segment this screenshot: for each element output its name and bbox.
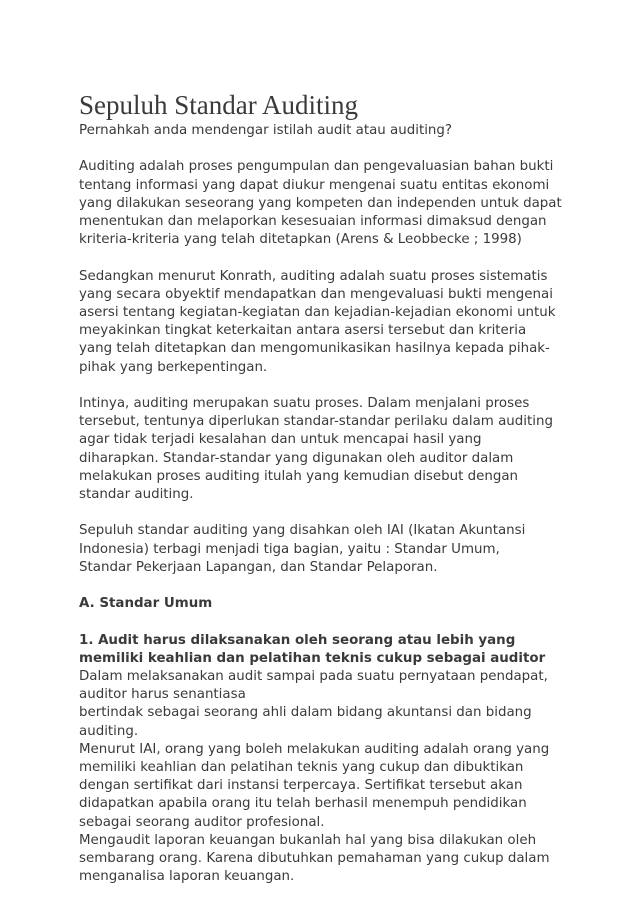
- text-line: yang dilakukan seseorang yang kompeten dan independen untuk dapat: [79, 195, 562, 211]
- text-line: dengan sertifikat dari instansi terpercaya. Sertifikat tersebut akan: [79, 778, 523, 794]
- text-line: agar tidak terjadi kesalahan dan untuk mencapai hasil yang: [79, 432, 482, 448]
- text-line: tersebut, tentunya diperlukan standar-standar perilaku dalam auditing: [79, 414, 553, 430]
- text-line: memiliki keahlian dan pelatihan teknis yang cukup dan dibuktikan: [79, 760, 524, 776]
- text-line: sembarang orang. Karena dibutuhkan pemahaman yang cukup dalam: [79, 851, 550, 867]
- text-line: Intinya, auditing merupakan suatu proses. Dalam menjalani proses: [79, 396, 530, 411]
- text-line: Sepuluh standar auditing yang disahkan oleh IAI (Ikatan Akuntansi: [79, 523, 526, 539]
- document-page: [79, 90, 579, 886]
- text-line: asersi tentang kegiatan-kegiatan dan kejadian-kejadian ekonomi untuk: [79, 305, 556, 320]
- document-title: Sepuluh Standar Auditing: [79, 90, 358, 120]
- text-line: yang secara obyektif mendapatkan dan mengevaluasi bukti mengenai: [79, 286, 553, 302]
- text-line: Dalam melaksanakan audit sampai pada suatu pernyataan pendapat,: [79, 669, 548, 684]
- text-line: sebagai seorang auditor profesional.: [79, 814, 325, 830]
- text-line: melakukan proses auditing itulah yang kemudian disebut dengan: [79, 468, 519, 484]
- text-line: Indonesia) terbagi menjadi tiga bagian, yaitu : Standar Umum,: [79, 541, 500, 557]
- text-line: pihak yang berkepentingan.: [79, 359, 268, 375]
- text-line: yang telah ditetapkan dan mengomunikasikan hasilnya kepada pihak-: [79, 341, 550, 357]
- paragraph-ten-standards: [79, 522, 579, 577]
- paragraph-summary: [79, 395, 579, 504]
- text-line: meyakinkan tingkat keterkaitan antara asersi tersebut dan kriteria: [79, 323, 527, 339]
- text-line: Sedangkan menurut Konrath, auditing adalah suatu proses sistematis: [79, 268, 548, 284]
- text-line: standar auditing.: [79, 487, 194, 503]
- item-1-body: [79, 668, 579, 886]
- text-line: Auditing adalah proses pengumpulan dan pengevaluasian bahan bukti: [79, 159, 554, 175]
- text-line: didapatkan apabila orang itu telah berhasil menempuh pendidikan: [79, 796, 527, 812]
- text-line: Mengaudit laporan keuangan bukanlah hal yang bisa dilakukan oleh: [79, 832, 537, 848]
- text-line: diharapkan. Standar-standar yang digunakan oleh auditor dalam: [79, 450, 514, 466]
- paragraph-definition-arens: [79, 158, 579, 249]
- text-line: Standar Pekerjaan Lapangan, dan Standar Pelaporan.: [79, 559, 438, 575]
- paragraph-definition-konrath: [79, 268, 579, 377]
- item-1-heading: [79, 632, 579, 668]
- intro-question: Pernahkah anda mendengar istilah audit atau auditing?: [79, 123, 453, 138]
- text-line: bertindak sebagai seorang ahli dalam bidang akuntansi dan bidang: [79, 705, 532, 721]
- text-line: 1. Audit harus dilaksanakan oleh seorang atau lebih yang: [79, 632, 516, 648]
- text-line: menganalisa laporan keuangan.: [79, 869, 295, 885]
- section-heading-standar-umum: A. Standar Umum: [79, 596, 213, 612]
- text-line: auditing.: [79, 723, 139, 739]
- text-line: menentukan dan melaporkan kesesuaian informasi dimaksud dengan: [79, 214, 547, 229]
- text-line: tentang informasi yang dapat diukur mengenai suatu entitas ekonomi: [79, 177, 550, 193]
- text-line: kriteria-kriteria yang telah ditetapkan (Arens & Leobbecke ; 1998): [79, 232, 522, 248]
- text-line: memiliki keahlian dan pelatihan teknis cukup sebagai auditor: [79, 650, 546, 666]
- text-line: auditor harus senantiasa: [79, 687, 246, 703]
- text-line: Menurut IAI, orang yang boleh melakukan auditing adalah orang yang: [79, 741, 550, 757]
